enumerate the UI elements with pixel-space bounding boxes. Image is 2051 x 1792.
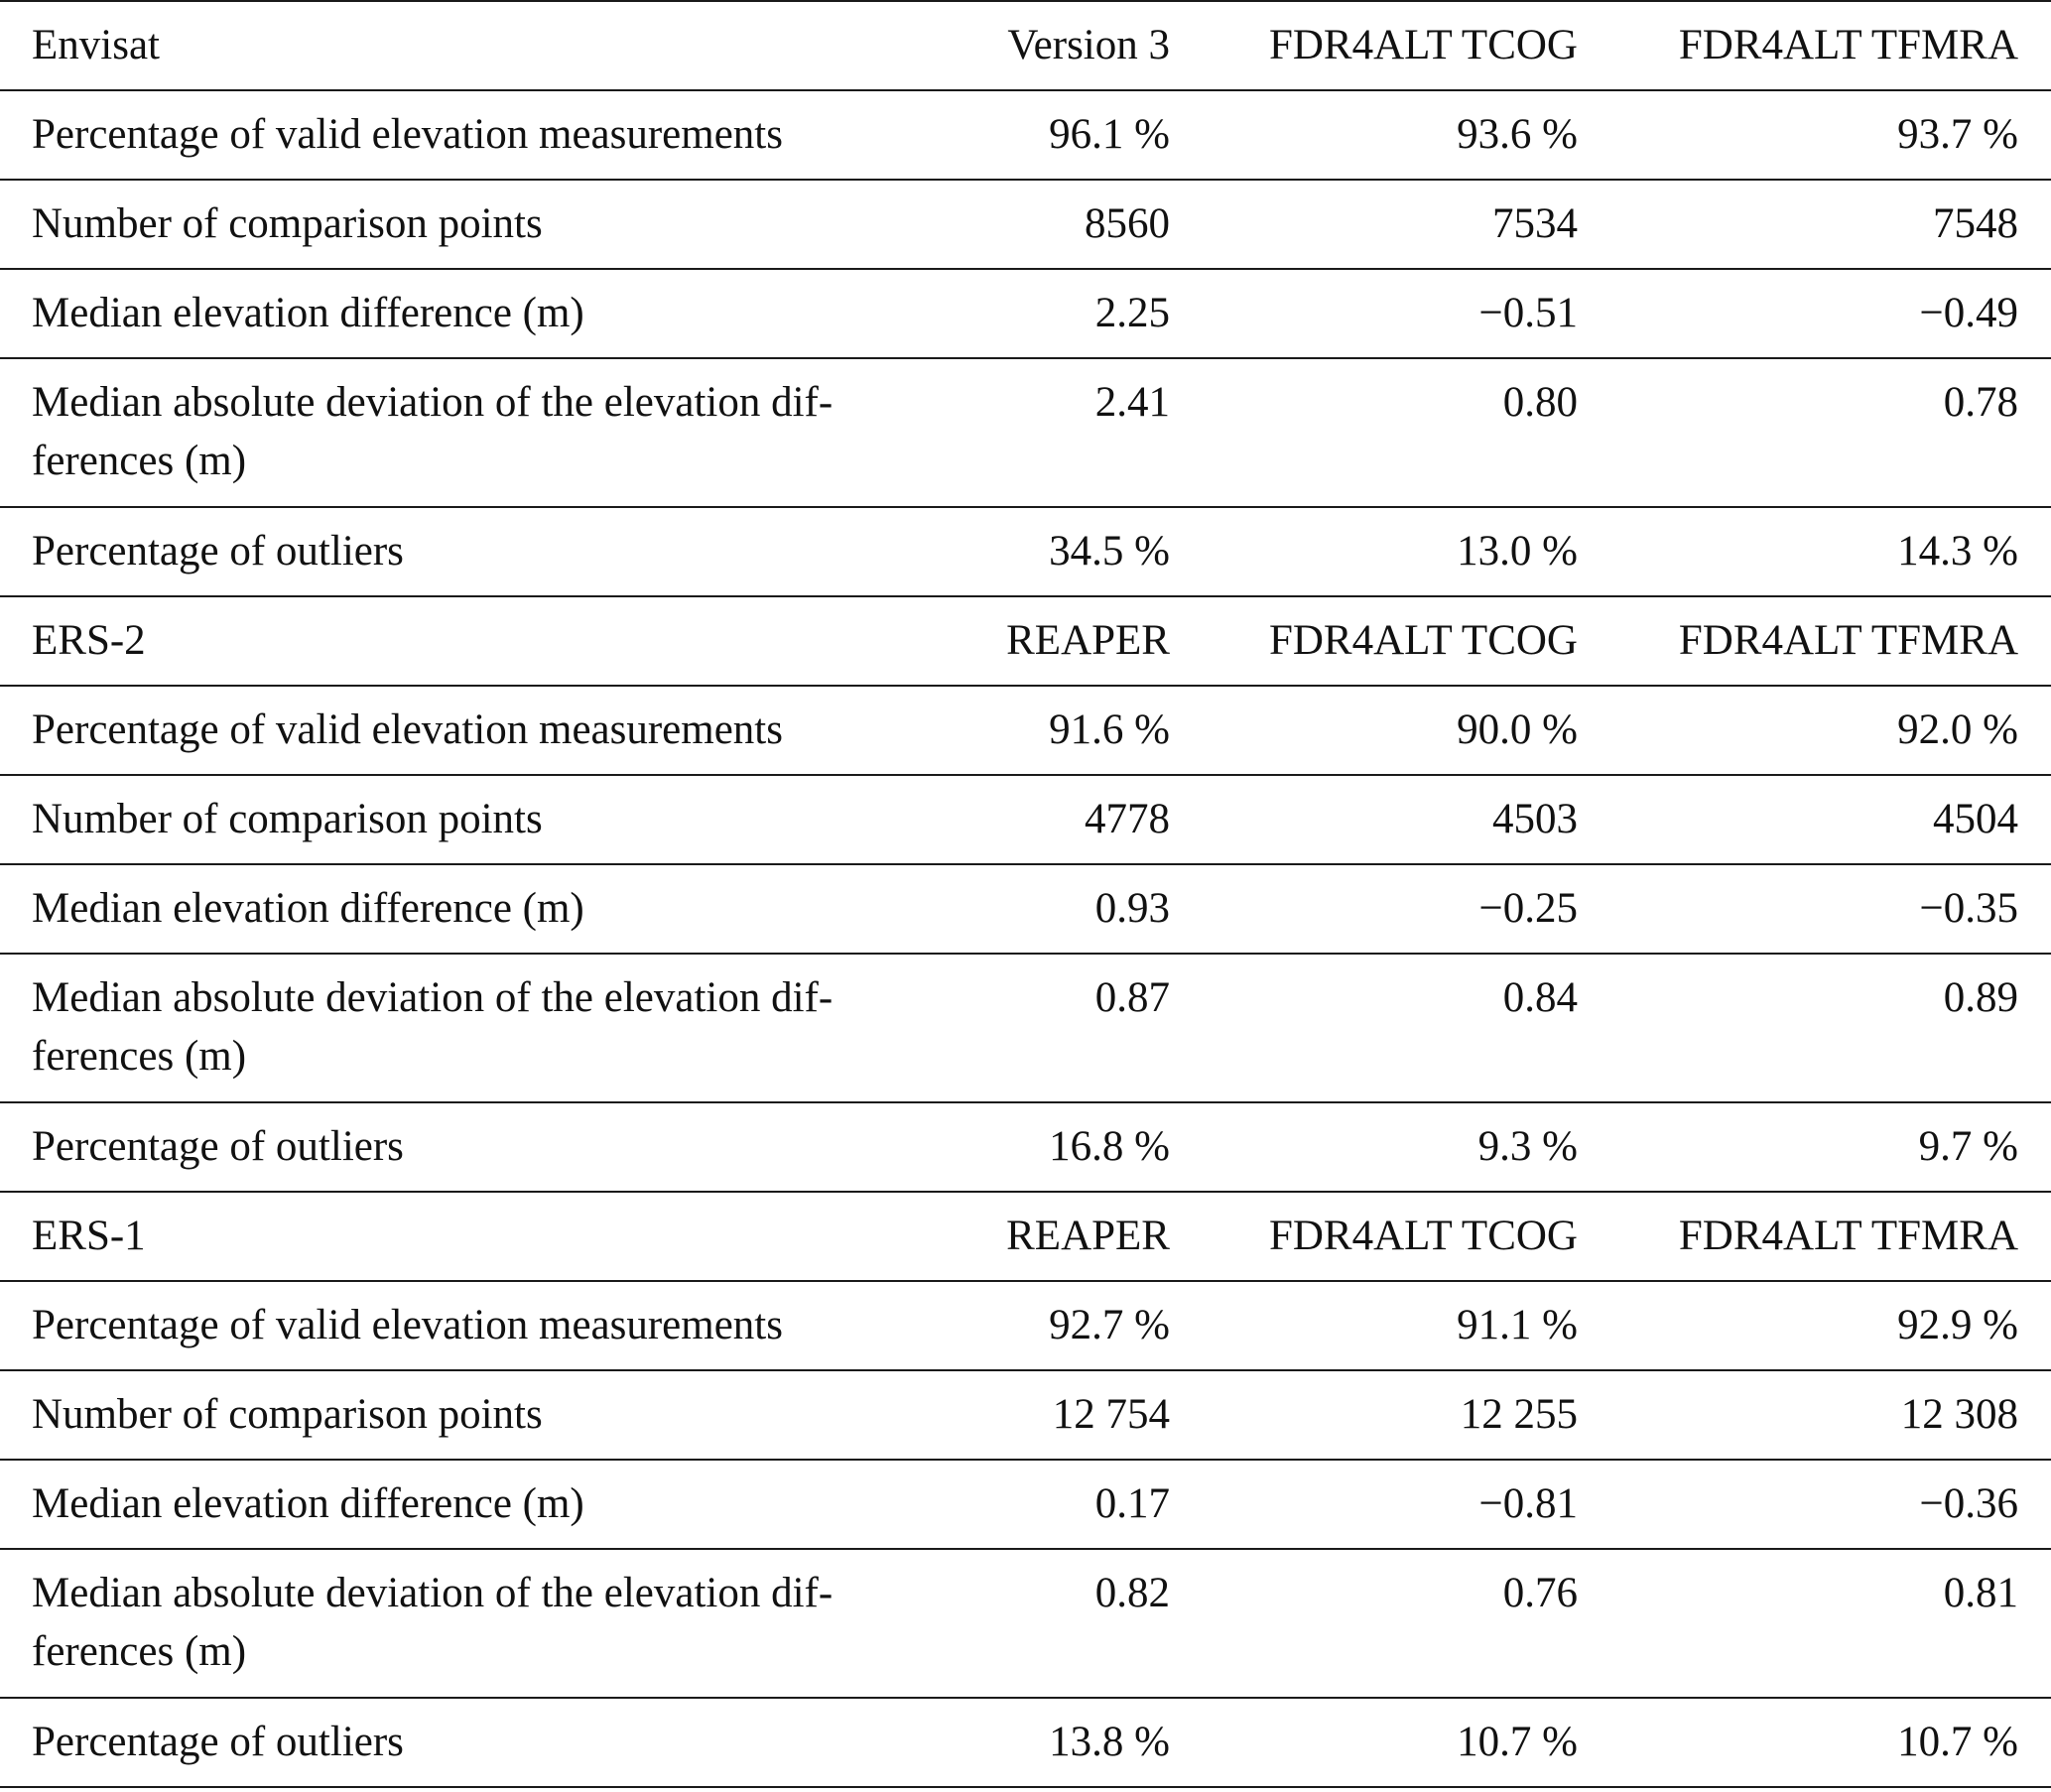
table-row	[0, 1697, 2051, 1788]
row-label: Number of comparison points	[32, 1391, 543, 1438]
row-label: Percentage of outliers	[32, 1123, 404, 1170]
table-row	[0, 953, 2051, 1101]
col-2-value: 90.0 %	[1457, 706, 1578, 753]
col-2-value: 0.80	[1502, 379, 1578, 426]
table-row	[0, 179, 2051, 268]
col-2-value: 0.76	[1502, 1570, 1578, 1616]
col-1-value: 0.93	[1094, 885, 1170, 932]
row-label: Percentage of valid elevation measurements	[32, 706, 783, 753]
product-header: FDR4ALT TCOG	[1268, 617, 1578, 664]
row-label: Percentage of valid elevation measurements	[32, 111, 783, 158]
col-1-value: 12 754	[1052, 1391, 1170, 1438]
col-1-value: 4778	[1085, 796, 1170, 842]
row-label: Percentage of outliers	[32, 1719, 404, 1765]
col-2-value: 13.0 %	[1457, 528, 1578, 575]
row-label: Percentage of outliers	[32, 528, 404, 575]
col-1-value: 2.25	[1094, 290, 1170, 336]
col-1-value: 16.8 %	[1049, 1123, 1170, 1170]
col-2-value: 7534	[1492, 200, 1578, 247]
satellite-name: ERS-1	[32, 1213, 146, 1259]
col-2-value: 12 255	[1460, 1391, 1578, 1438]
row-label: Median absolute deviation of the elevation dif- ferences (m)	[32, 1570, 833, 1675]
table-row	[0, 685, 2051, 774]
table-row	[0, 89, 2051, 179]
section-header-row	[0, 595, 2051, 685]
col-3-value: 12 308	[1900, 1391, 2018, 1438]
col-3-value: 10.7 %	[1897, 1719, 2018, 1765]
table-row	[0, 1101, 2051, 1191]
product-header: FDR4ALT TFMRA	[1678, 22, 2018, 68]
col-2-value: 0.84	[1502, 974, 1578, 1021]
product-header: FDR4ALT TCOG	[1268, 22, 1578, 68]
col-3-value: 14.3 %	[1897, 528, 2018, 575]
col-1-value: 13.8 %	[1049, 1719, 1170, 1765]
product-header: REAPER	[1006, 1213, 1170, 1259]
col-3-value: −0.49	[1919, 290, 2018, 336]
table-row	[0, 1369, 2051, 1459]
col-1-value: 8560	[1085, 200, 1170, 247]
table-row	[0, 357, 2051, 506]
col-3-value: 0.89	[1943, 974, 2018, 1021]
satellite-name: ERS-2	[32, 617, 146, 664]
table-row	[0, 268, 2051, 357]
product-header: FDR4ALT TFMRA	[1678, 617, 2018, 664]
table-row	[0, 1459, 2051, 1548]
product-header: FDR4ALT TFMRA	[1678, 1213, 2018, 1259]
row-label: Median elevation difference (m)	[32, 1480, 584, 1527]
row-label: Median elevation difference (m)	[32, 885, 584, 932]
satellite-name: Envisat	[32, 22, 160, 68]
col-3-value: 7548	[1933, 200, 2018, 247]
col-1-value: 91.6 %	[1049, 706, 1170, 753]
col-2-value: 91.1 %	[1457, 1302, 1578, 1348]
col-2-value: 9.3 %	[1477, 1123, 1578, 1170]
product-header: REAPER	[1006, 617, 1170, 664]
section-header-row	[0, 1191, 2051, 1280]
table-row	[0, 1548, 2051, 1697]
section-header-row	[0, 0, 2051, 89]
col-1-value: 34.5 %	[1049, 528, 1170, 575]
col-3-value: −0.36	[1919, 1480, 2018, 1527]
col-3-value: 0.81	[1943, 1570, 2018, 1616]
col-1-value: 0.17	[1094, 1480, 1170, 1527]
col-2-value: 93.6 %	[1457, 111, 1578, 158]
col-3-value: −0.35	[1919, 885, 2018, 932]
col-1-value: 92.7 %	[1049, 1302, 1170, 1348]
col-2-value: −0.81	[1478, 1480, 1578, 1527]
row-label: Median elevation difference (m)	[32, 290, 584, 336]
col-3-value: 93.7 %	[1897, 111, 2018, 158]
row-label: Number of comparison points	[32, 796, 543, 842]
product-header: FDR4ALT TCOG	[1268, 1213, 1578, 1259]
product-header: Version 3	[1007, 22, 1170, 68]
col-3-value: 92.0 %	[1897, 706, 2018, 753]
row-label: Number of comparison points	[32, 200, 543, 247]
col-3-value: 4504	[1933, 796, 2018, 842]
col-3-value: 92.9 %	[1897, 1302, 2018, 1348]
col-1-value: 96.1 %	[1049, 111, 1170, 158]
row-label: Median absolute deviation of the elevation dif- ferences (m)	[32, 379, 833, 484]
col-2-value: −0.51	[1478, 290, 1578, 336]
col-3-value: 0.78	[1943, 379, 2018, 426]
col-1-value: 0.82	[1094, 1570, 1170, 1616]
col-2-value: 10.7 %	[1457, 1719, 1578, 1765]
table-row	[0, 1280, 2051, 1369]
row-label: Percentage of valid elevation measurements	[32, 1302, 783, 1348]
col-1-value: 2.41	[1094, 379, 1170, 426]
col-3-value: 9.7 %	[1918, 1123, 2018, 1170]
col-2-value: −0.25	[1478, 885, 1578, 932]
row-label: Median absolute deviation of the elevation dif- ferences (m)	[32, 974, 833, 1080]
col-1-value: 0.87	[1094, 974, 1170, 1021]
table-row	[0, 506, 2051, 595]
table-row	[0, 863, 2051, 953]
table-row	[0, 774, 2051, 863]
col-2-value: 4503	[1492, 796, 1578, 842]
